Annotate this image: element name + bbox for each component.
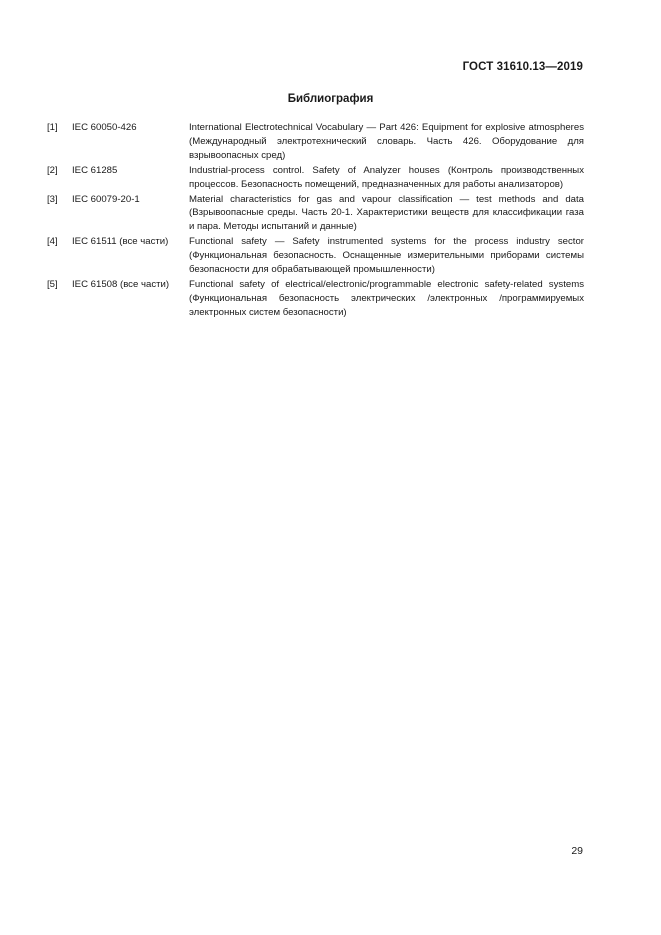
entry-standard-code: IEC 61511 (все части) bbox=[72, 236, 169, 248]
entry-number: [1] bbox=[47, 122, 58, 133]
bibliography-entry bbox=[47, 164, 584, 192]
entry-description: International Electrotechnical Vocabulary — Part 426: Equipment for explosive atmospheres (Международный электротехнический словарь. Часть 426. Оборудование для взрывоопасных сред) bbox=[189, 122, 584, 161]
page-number: 29 bbox=[571, 845, 583, 857]
entry-description: Industrial-process control. Safety of Analyzer houses (Контроль производственных процессов. Безопасность помещений, предназначенных для работы анализаторов) bbox=[189, 164, 584, 190]
bibliography-entry bbox=[47, 235, 584, 277]
entry-number: [3] bbox=[47, 193, 58, 205]
entry-number: [4] bbox=[47, 236, 58, 248]
entry-standard-code: IEC 61508 (все части) bbox=[72, 278, 170, 290]
entry-description: Functional safety — Safety instrumented systems for the process industry sector (Функциональная безопасность. Оснащенные измерительными приборами системы безопасности для обрабатывающей промышленности) bbox=[189, 236, 584, 276]
bibliography-entry bbox=[47, 121, 584, 163]
entry-number: [5] bbox=[47, 278, 58, 290]
entry-standard-code: IEC 60079-20-1 bbox=[72, 193, 140, 205]
bibliography-list bbox=[47, 121, 584, 321]
bibliography-title: Библиография bbox=[287, 93, 374, 105]
entry-standard-code: IEC 60050-426 bbox=[72, 122, 137, 133]
standard-header: ГОСТ 31610.13—2019 bbox=[462, 61, 583, 73]
entry-description: Material characteristics for gas and vapour classification — test methods and data (Взрывоопасные среды. Часть 20-1. Характеристики веществ для классификации газа и пара. Методы испытаний и данные) bbox=[189, 193, 584, 233]
entry-number: [2] bbox=[47, 164, 58, 176]
bibliography-entry bbox=[47, 193, 584, 235]
entry-description: Functional safety of electrical/electronic/programmable electronic safety-related systems (Функциональная безопасность электрических /электронных /программируемых электронных систем безопасности) bbox=[189, 278, 584, 318]
entry-standard-code: IEC 61285 bbox=[72, 164, 118, 176]
bibliography-entry bbox=[47, 278, 584, 320]
